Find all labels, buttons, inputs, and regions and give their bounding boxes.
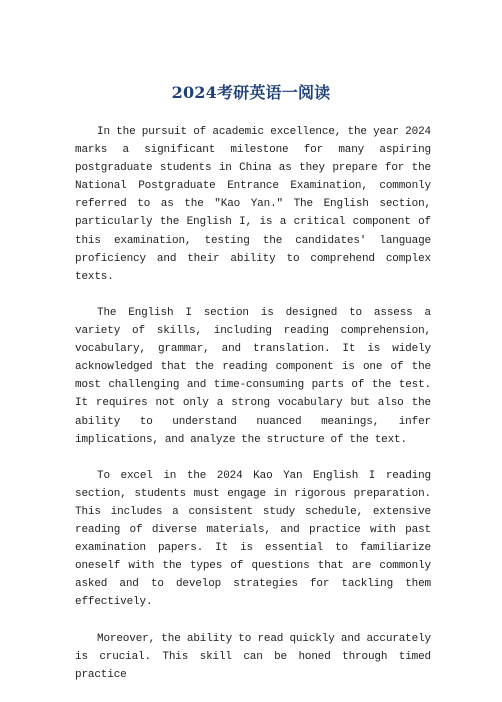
document-body (75, 123, 431, 702)
paragraph-3: To excel in the 2024 Kao Yan English I reading section, students must engage in rigorous preparation. This includes a consistent study schedule, extensive reading of diverse materials, and practice with past examination papers. It is essential to familiarize oneself with the types of questions that are commonly asked and to develop strategies for tackling them effectively. (75, 469, 431, 609)
document-title: 2024考研英语一阅读 (171, 83, 331, 102)
paragraph-4: Moreover, the ability to read quickly and accurately is crucial. This skill can be honed through timed practice (75, 632, 431, 681)
paragraph-1: In the pursuit of academic excellence, the year 2024 marks a significant milestone for many aspiring postgraduate students in China as they prepare for the National Postgraduate Entrance Examination, commonly referred to as the "Kao Yan." The English section, particularly the English I, is a critical component of this examination, testing the candidates' language proficiency and their ability to comprehend complex texts. (75, 126, 431, 283)
paragraph-2: The English I section is designed to assess a variety of skills, including reading comprehension, vocabulary, grammar, and translation. It is widely acknowledged that the reading component is one of the most challenging and time-consuming parts of the test. It requires not only a strong vocabulary but also the ability to understand nuanced meanings, infer implications, and analyze the structure of the text. (75, 306, 431, 446)
